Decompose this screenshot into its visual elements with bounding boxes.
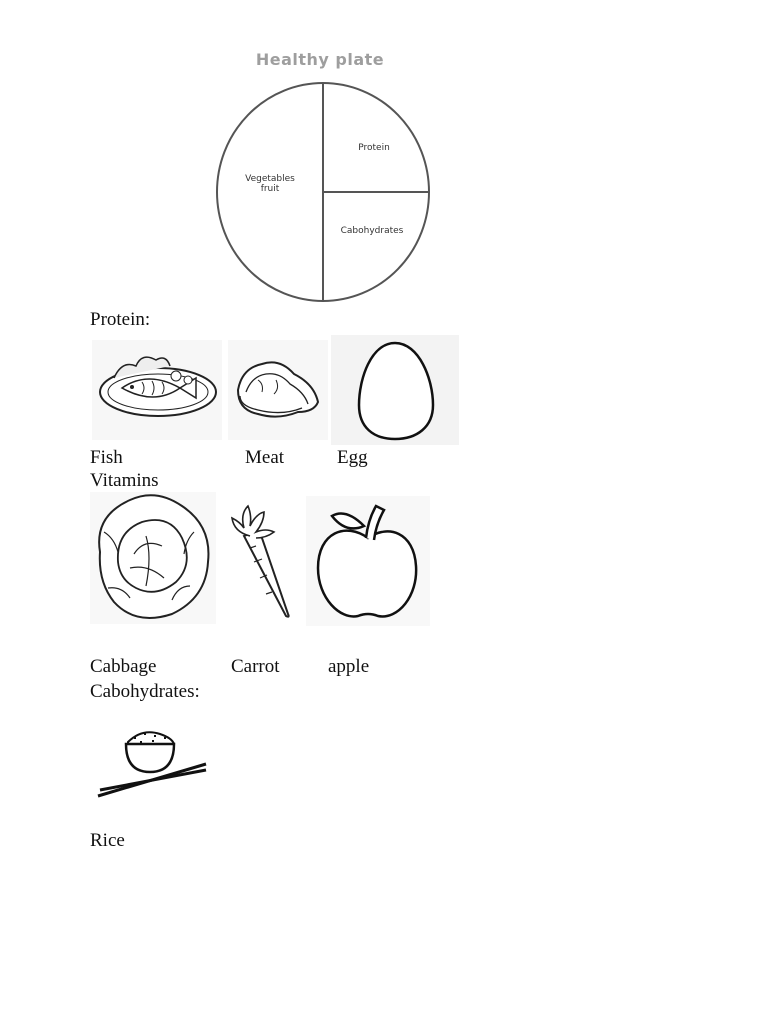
protein-heading: Protein: — [90, 309, 151, 330]
rice-bowl-chopsticks-icon — [94, 726, 210, 802]
plate-label-vegetables: Vegetables fruit — [245, 174, 295, 194]
vitamins-item-cabbage: Cabbage — [90, 656, 157, 677]
vitamins-item-carrot: Carrot — [231, 656, 280, 677]
plate-label-carbohydrates: Cabohydrates — [340, 226, 404, 236]
protein-item-egg: Egg — [337, 447, 368, 468]
vitamins-item-apple: apple — [328, 656, 370, 677]
protein-item-meat: Meat — [245, 447, 285, 468]
carbohydrates-heading: Cabohydrates: — [90, 681, 200, 702]
vitamins-heading: Vitamins — [90, 470, 159, 491]
meat-steak-icon — [228, 340, 328, 440]
apple-icon — [306, 496, 430, 626]
egg-icon — [331, 335, 459, 445]
cabbage-icon — [90, 492, 216, 624]
protein-item-fish: Fish — [90, 447, 123, 468]
fish-plate-icon — [92, 340, 222, 440]
plate-label-protein: Protein — [358, 143, 390, 153]
carrot-icon — [224, 500, 294, 622]
plate-title: Healthy plate — [255, 50, 385, 69]
carbohydrates-item-rice: Rice — [90, 830, 125, 851]
